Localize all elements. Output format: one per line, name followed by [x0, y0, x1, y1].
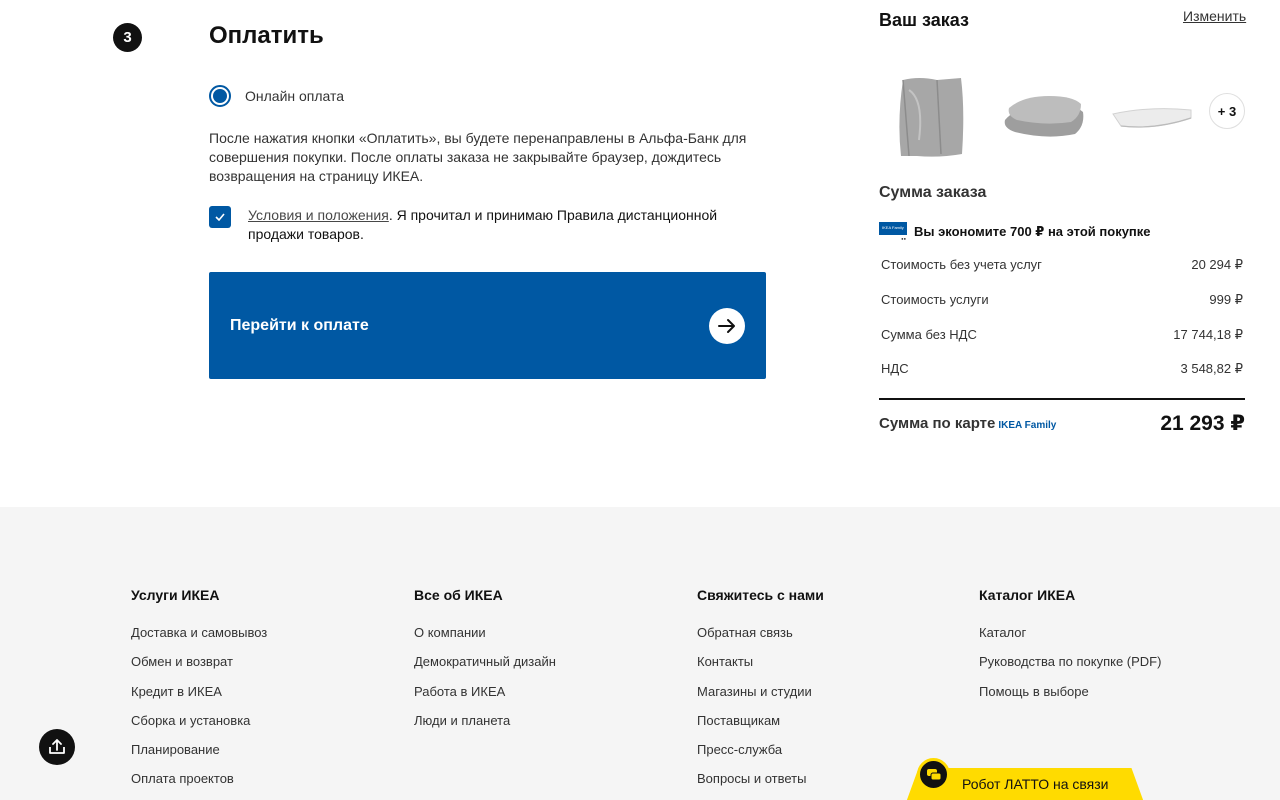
pay-button-label: Перейти к оплате — [230, 316, 369, 334]
radio-dot — [213, 89, 227, 103]
chat-bubble-icon — [917, 758, 950, 791]
share-button[interactable] — [39, 729, 75, 765]
footer-heading: Свяжитесь с нами — [697, 587, 824, 603]
footer-link[interactable]: Оплата проектов — [131, 771, 234, 787]
footer-link[interactable]: Кредит в ИКЕА — [131, 683, 222, 699]
footer-link[interactable]: Магазины и студии — [697, 683, 812, 699]
check-icon — [215, 213, 225, 221]
price-row — [881, 257, 1243, 273]
footer-link[interactable]: Контакты — [697, 654, 754, 670]
footer-column-services — [131, 587, 267, 800]
footer-link[interactable]: Обмен и возврат — [131, 654, 233, 670]
price-row-label: НДС — [881, 361, 909, 376]
terms-statement: . Я прочитал и принимаю Правила дистанционной продажи товаров. — [248, 207, 718, 242]
footer-link[interactable]: Поставщикам — [697, 712, 781, 728]
payment-option-label: Онлайн оплата — [245, 88, 345, 104]
footer-link[interactable]: Сборка и установка — [131, 712, 251, 728]
ikea-family-logo: IKEA Family ●● — [879, 222, 907, 241]
footer-column-about — [414, 587, 556, 742]
savings-row — [879, 222, 1151, 241]
product-thumbnail-pillowcases[interactable] — [997, 70, 1097, 162]
chat-widget-label: Робот ЛАТТО на связи — [962, 776, 1109, 792]
terms-row — [209, 206, 769, 244]
terms-link[interactable]: Условия и положения — [248, 207, 389, 223]
footer-link[interactable]: Люди и планета — [414, 712, 511, 728]
footer-link[interactable]: Обратная связь — [697, 625, 793, 640]
terms-checkbox[interactable] — [209, 206, 231, 228]
footer-column-catalog — [979, 587, 1161, 713]
price-row-value: 999 ₽ — [1209, 292, 1243, 307]
price-row-label: Стоимость услуги — [881, 292, 989, 307]
step-title: Оплатить — [209, 22, 324, 49]
order-summary-title: Сумма заказа — [879, 184, 987, 201]
footer-link[interactable]: Работа в ИКЕА — [414, 683, 506, 699]
payment-radio[interactable] — [209, 85, 231, 107]
ikea-family-tag: IKEA Family — [998, 420, 1057, 431]
footer-link[interactable]: Руководства по покупке (PDF) — [979, 654, 1162, 670]
chat-widget-button[interactable] — [904, 768, 1146, 800]
price-row-label: Стоимость без учета услуг — [881, 257, 1042, 272]
arrow-right-icon — [709, 308, 745, 344]
go-to-payment-button[interactable] — [209, 272, 766, 379]
footer-column-contact — [697, 587, 824, 800]
order-thumbnails — [879, 70, 1245, 162]
payment-option-online[interactable] — [209, 85, 344, 107]
total-divider — [879, 398, 1245, 400]
price-row-label: Сумма без НДС — [881, 327, 977, 342]
product-thumbnail-duvet[interactable] — [1109, 70, 1209, 162]
terms-text — [248, 206, 769, 244]
price-row — [881, 292, 1243, 308]
step-number-badge: 3 — [113, 23, 142, 52]
price-row-value: 20 294 ₽ — [1191, 257, 1243, 272]
price-row — [881, 327, 1243, 343]
change-order-link[interactable]: Изменить — [1183, 8, 1247, 24]
order-title: Ваш заказ — [879, 10, 969, 30]
price-row — [881, 361, 1243, 377]
product-thumbnail-fitted-sheet[interactable] — [879, 70, 979, 162]
price-row-value: 17 744,18 ₽ — [1173, 327, 1243, 342]
footer-link[interactable]: Вопросы и ответы — [697, 771, 807, 787]
savings-text: Вы экономите 700 ₽ на этой покупке — [914, 223, 1151, 239]
footer-link[interactable]: О компании — [414, 625, 486, 640]
total-value: 21 293 ₽ — [1160, 412, 1245, 435]
total-label: Сумма по карте IKEA Family — [879, 415, 1057, 432]
footer-heading: Все об ИКЕА — [414, 587, 503, 603]
footer-heading: Каталог ИКЕА — [979, 587, 1076, 603]
footer — [0, 507, 1280, 800]
footer-link[interactable]: Каталог — [979, 625, 1027, 640]
footer-link[interactable]: Помощь в выборе — [979, 683, 1089, 699]
footer-heading: Услуги ИКЕА — [131, 587, 220, 603]
footer-link[interactable]: Доставка и самовывоз — [131, 625, 268, 640]
footer-link[interactable]: Демократичный дизайн — [414, 654, 556, 670]
footer-link[interactable]: Пресс-служба — [697, 742, 783, 758]
share-icon — [48, 739, 66, 755]
footer-link[interactable]: Планирование — [131, 742, 220, 758]
more-items-badge[interactable]: + 3 — [1209, 93, 1245, 129]
price-row-value: 3 548,82 ₽ — [1180, 361, 1243, 376]
payment-info-text: После нажатия кнопки «Оплатить», вы будете перенаправлены в Альфа-Банк для совершения покупки. После оплаты заказа не закрывайте браузер, дождитесь возвращения на страницу ИКЕА. — [209, 130, 747, 184]
